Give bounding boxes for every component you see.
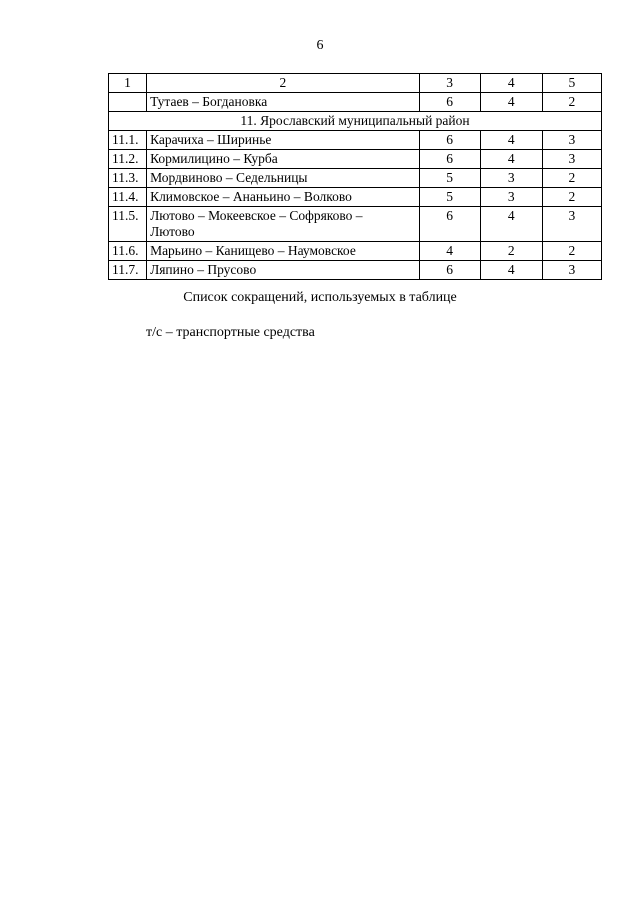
col-4-value: 2 — [480, 242, 542, 261]
abbreviations-caption: Список сокращений, используемых в таблице — [183, 290, 457, 305]
route-name: Кормилицино – Курба — [147, 150, 420, 169]
route-name-line-1: Лютово – Мокеевское – Софряково – — [150, 208, 363, 223]
table-row — [109, 169, 602, 188]
route-name-line-2: Лютово — [150, 224, 195, 239]
col-3-value: 4 — [419, 242, 480, 261]
route-name: Тутаев – Богдановка — [147, 93, 420, 112]
col-3-value: 5 — [419, 188, 480, 207]
col-4-value: 3 — [480, 169, 542, 188]
col-5-value: 3 — [542, 131, 601, 150]
table-row — [109, 150, 602, 169]
col-4-value: 4 — [480, 261, 542, 280]
route-name: Карачиха – Ширинье — [147, 131, 420, 150]
row-number: 11.7. — [109, 261, 147, 280]
col-5-value: 2 — [542, 169, 601, 188]
section-title: 11. Ярославский муниципальный район — [109, 112, 602, 131]
col-4-value: 4 — [480, 93, 542, 112]
col-3-value: 6 — [419, 150, 480, 169]
header-col-1: 1 — [109, 74, 147, 93]
header-col-4: 4 — [480, 74, 542, 93]
col-5-value: 2 — [542, 93, 601, 112]
abbreviation-entry: т/с – транспортные средства — [146, 325, 315, 340]
col-5-value: 2 — [542, 188, 601, 207]
table-row — [109, 93, 602, 112]
col-5-value: 2 — [542, 242, 601, 261]
col-3-value: 6 — [419, 93, 480, 112]
table-row — [109, 188, 602, 207]
table-row — [109, 242, 602, 261]
col-4-value: 4 — [480, 131, 542, 150]
col-5-value: 3 — [542, 150, 601, 169]
table-row — [109, 207, 602, 242]
col-3-value: 6 — [419, 207, 480, 242]
route-name: Мордвиново – Седельницы — [147, 169, 420, 188]
route-name: Климовское – Ананьино – Волково — [147, 188, 420, 207]
col-5-value: 3 — [542, 261, 601, 280]
route-name: Марьино – Канищево – Наумовское — [147, 242, 420, 261]
col-4-value: 3 — [480, 188, 542, 207]
col-5-value: 3 — [542, 207, 601, 242]
routes-table — [108, 73, 602, 280]
col-3-value: 5 — [419, 169, 480, 188]
table-row — [109, 261, 602, 280]
col-3-value: 6 — [419, 131, 480, 150]
row-number: 11.5. — [109, 207, 147, 242]
col-4-value: 4 — [480, 207, 542, 242]
route-name — [147, 207, 420, 242]
route-name: Ляпино – Прусово — [147, 261, 420, 280]
row-number: 11.1. — [109, 131, 147, 150]
col-3-value: 6 — [419, 261, 480, 280]
row-number — [109, 93, 147, 112]
row-number: 11.4. — [109, 188, 147, 207]
header-col-3: 3 — [419, 74, 480, 93]
row-number: 11.2. — [109, 150, 147, 169]
col-4-value: 4 — [480, 150, 542, 169]
header-col-2: 2 — [147, 74, 420, 93]
page-number: 6 — [316, 38, 324, 53]
header-col-5: 5 — [542, 74, 601, 93]
row-number: 11.3. — [109, 169, 147, 188]
section-row — [109, 112, 602, 131]
table-header-row — [109, 74, 602, 93]
row-number: 11.6. — [109, 242, 147, 261]
table-row — [109, 131, 602, 150]
